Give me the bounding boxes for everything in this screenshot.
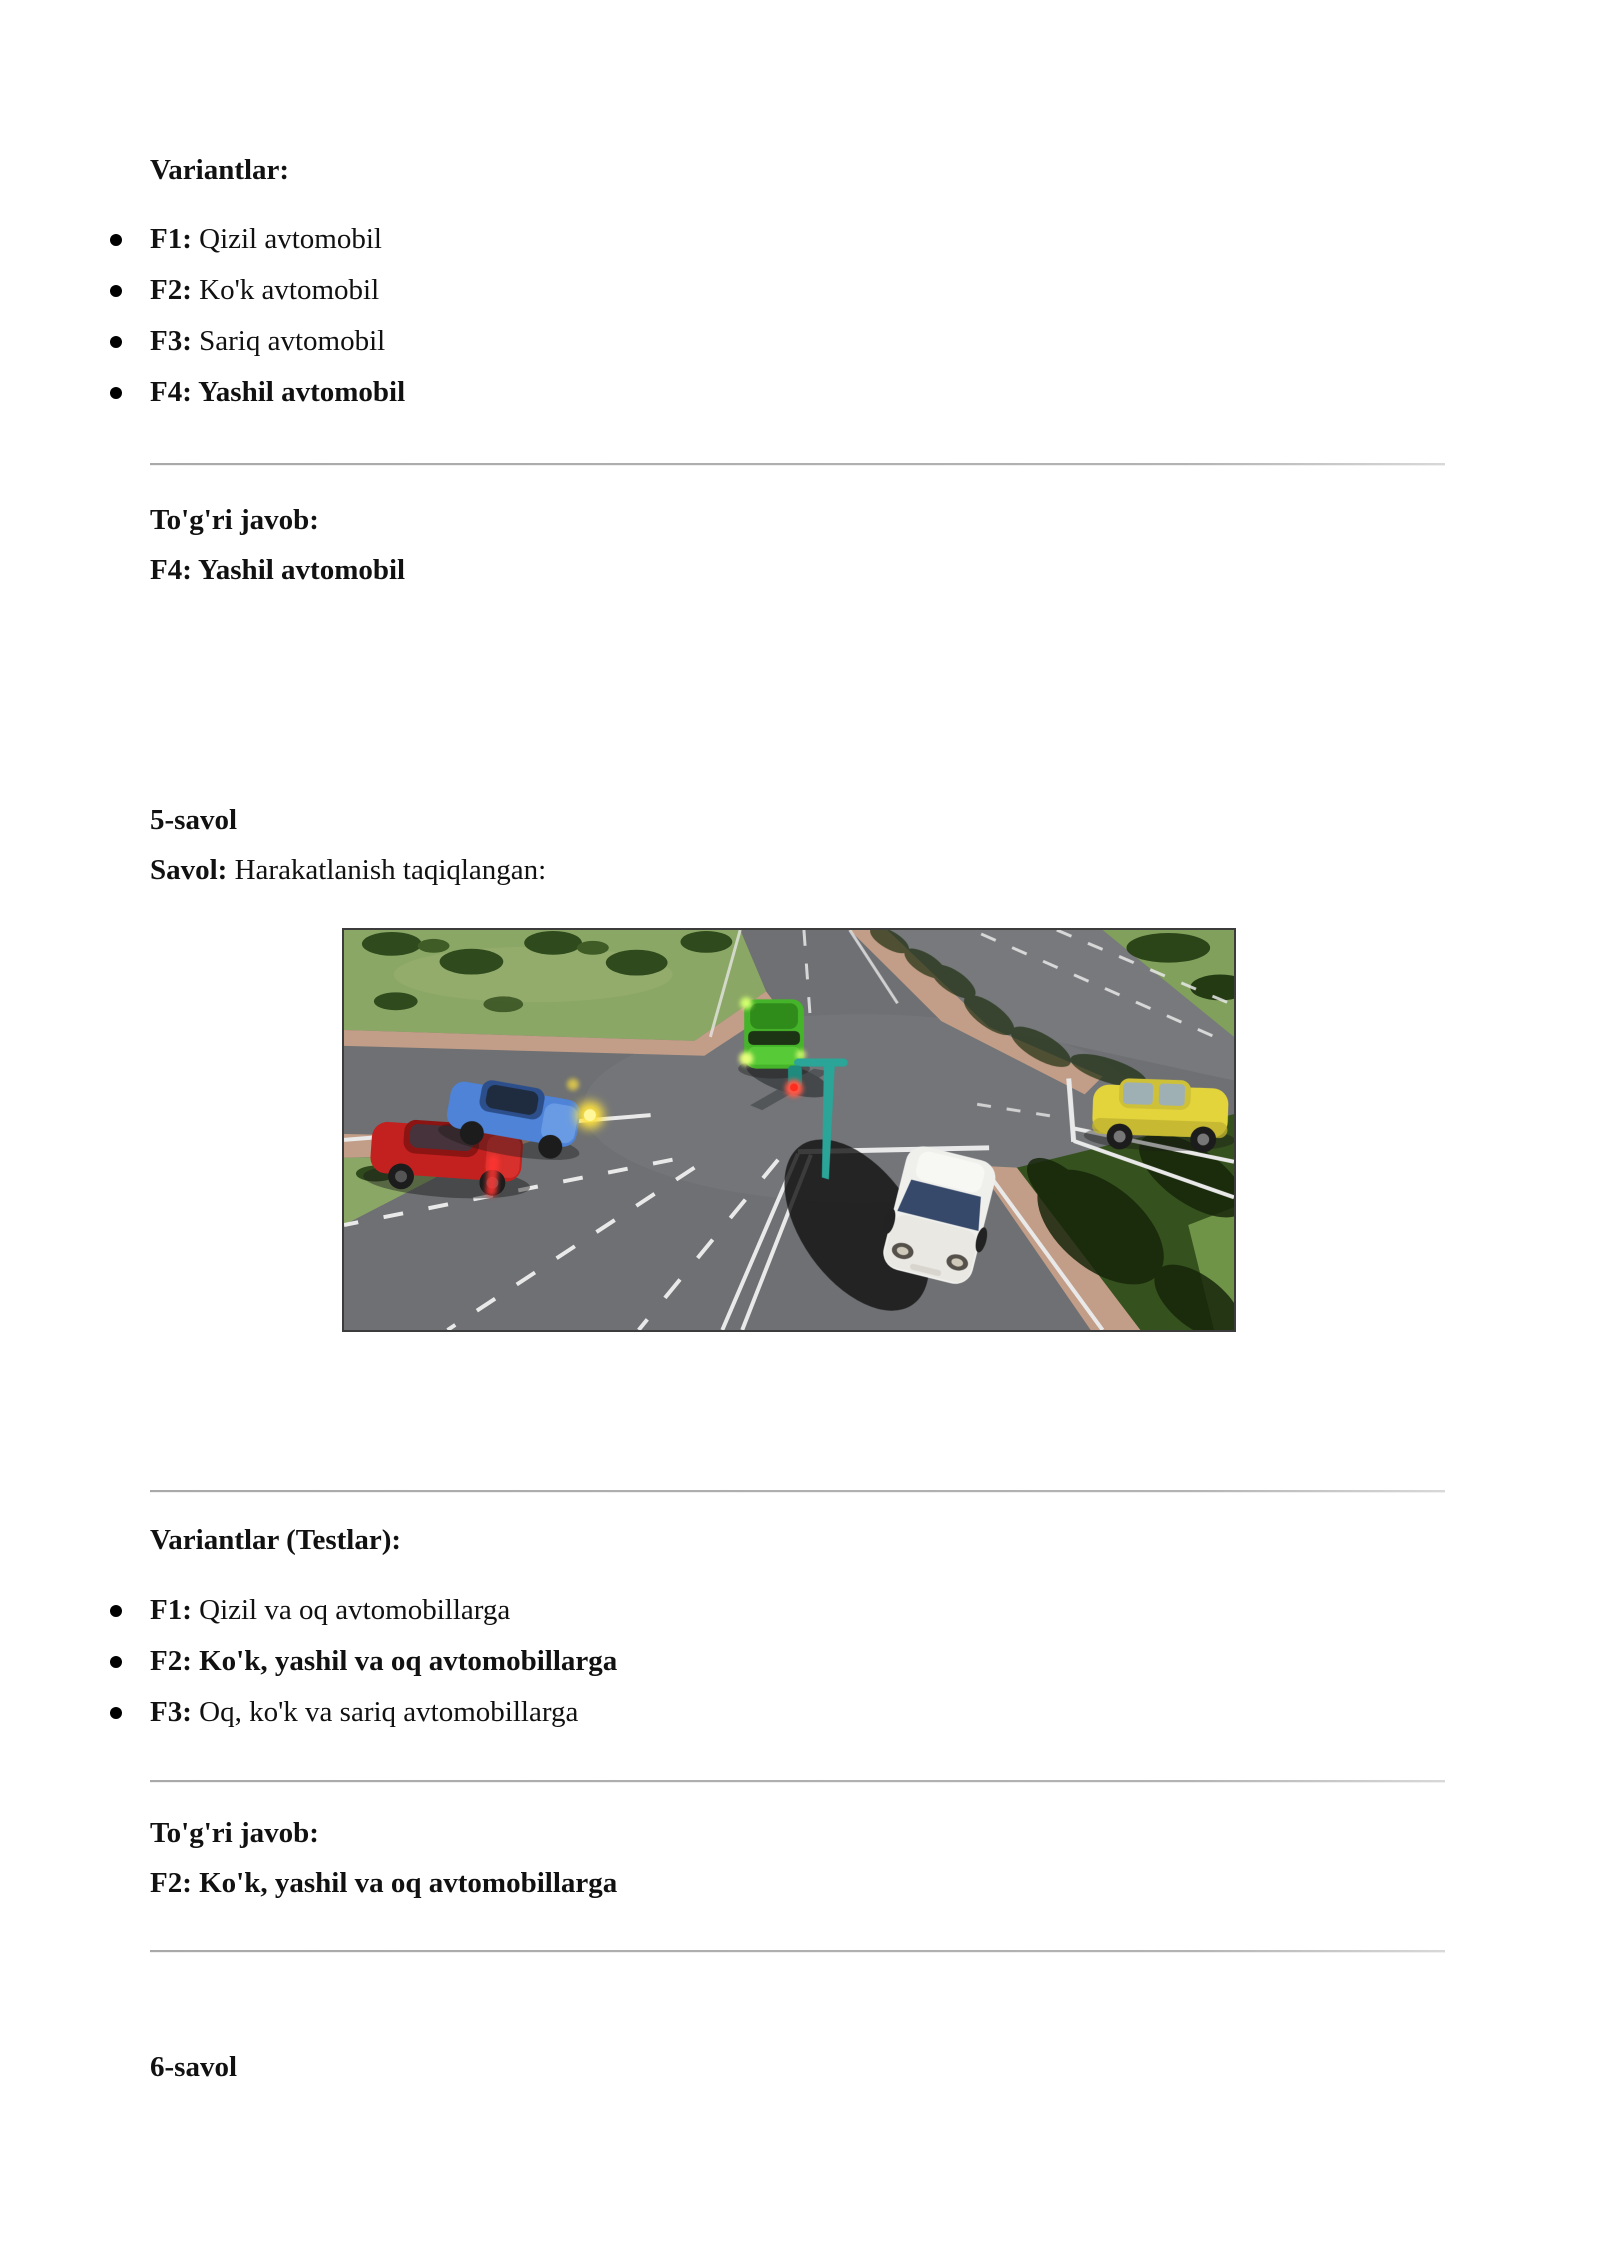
q5-option-f1: F1: Qizil va oq avtomobillarga bbox=[150, 1585, 617, 1636]
q4-option-f2: F2: Ko'k avtomobil bbox=[150, 265, 405, 316]
q4-options-heading: Variantlar: bbox=[150, 154, 290, 186]
q5-answer-heading: To'g'ri javob: bbox=[150, 1817, 319, 1849]
divider bbox=[150, 463, 1445, 466]
q4-option-f4-correct: F4: Yashil avtomobil bbox=[150, 367, 405, 418]
green-car-glow bbox=[739, 1052, 753, 1066]
q4-option-f3: F3: Sariq avtomobil bbox=[150, 316, 405, 367]
q5-answer-block bbox=[150, 1808, 617, 1908]
q5-option-f3: F3: Oq, ko'k va sariq avtomobillarga bbox=[150, 1687, 617, 1738]
yellow-car bbox=[1083, 1077, 1234, 1153]
q4-answer-block bbox=[150, 495, 405, 595]
q5-option-f2-correct: F2: Ko'k, yashil va oq avtomobillarga bbox=[150, 1636, 617, 1687]
road-scene bbox=[344, 930, 1234, 1330]
divider bbox=[150, 1490, 1445, 1493]
q5-question-line: Savol: Harakatlanish taqiqlangan: bbox=[150, 854, 547, 886]
divider bbox=[150, 1950, 1445, 1953]
q4-options-list bbox=[150, 214, 405, 418]
q5-answer-text: F2: Ko'k, yashil va oq avtomobillarga bbox=[150, 1867, 618, 1899]
q4-option-f1: F1: Qizil avtomobil bbox=[150, 214, 405, 265]
q5-options-heading: Variantlar (Testlar): bbox=[150, 1524, 402, 1556]
q4-answer-heading: To'g'ri javob: bbox=[150, 504, 319, 536]
divider bbox=[150, 1780, 1445, 1783]
q5-options-list bbox=[150, 1585, 617, 1738]
q6-number: 6-savol bbox=[150, 2051, 237, 2083]
q4-answer-text: F4: Yashil avtomobil bbox=[150, 554, 406, 586]
q5-intersection-image bbox=[342, 928, 1236, 1332]
q5-number: 5-savol bbox=[150, 804, 237, 836]
q5-header-block bbox=[150, 795, 546, 895]
